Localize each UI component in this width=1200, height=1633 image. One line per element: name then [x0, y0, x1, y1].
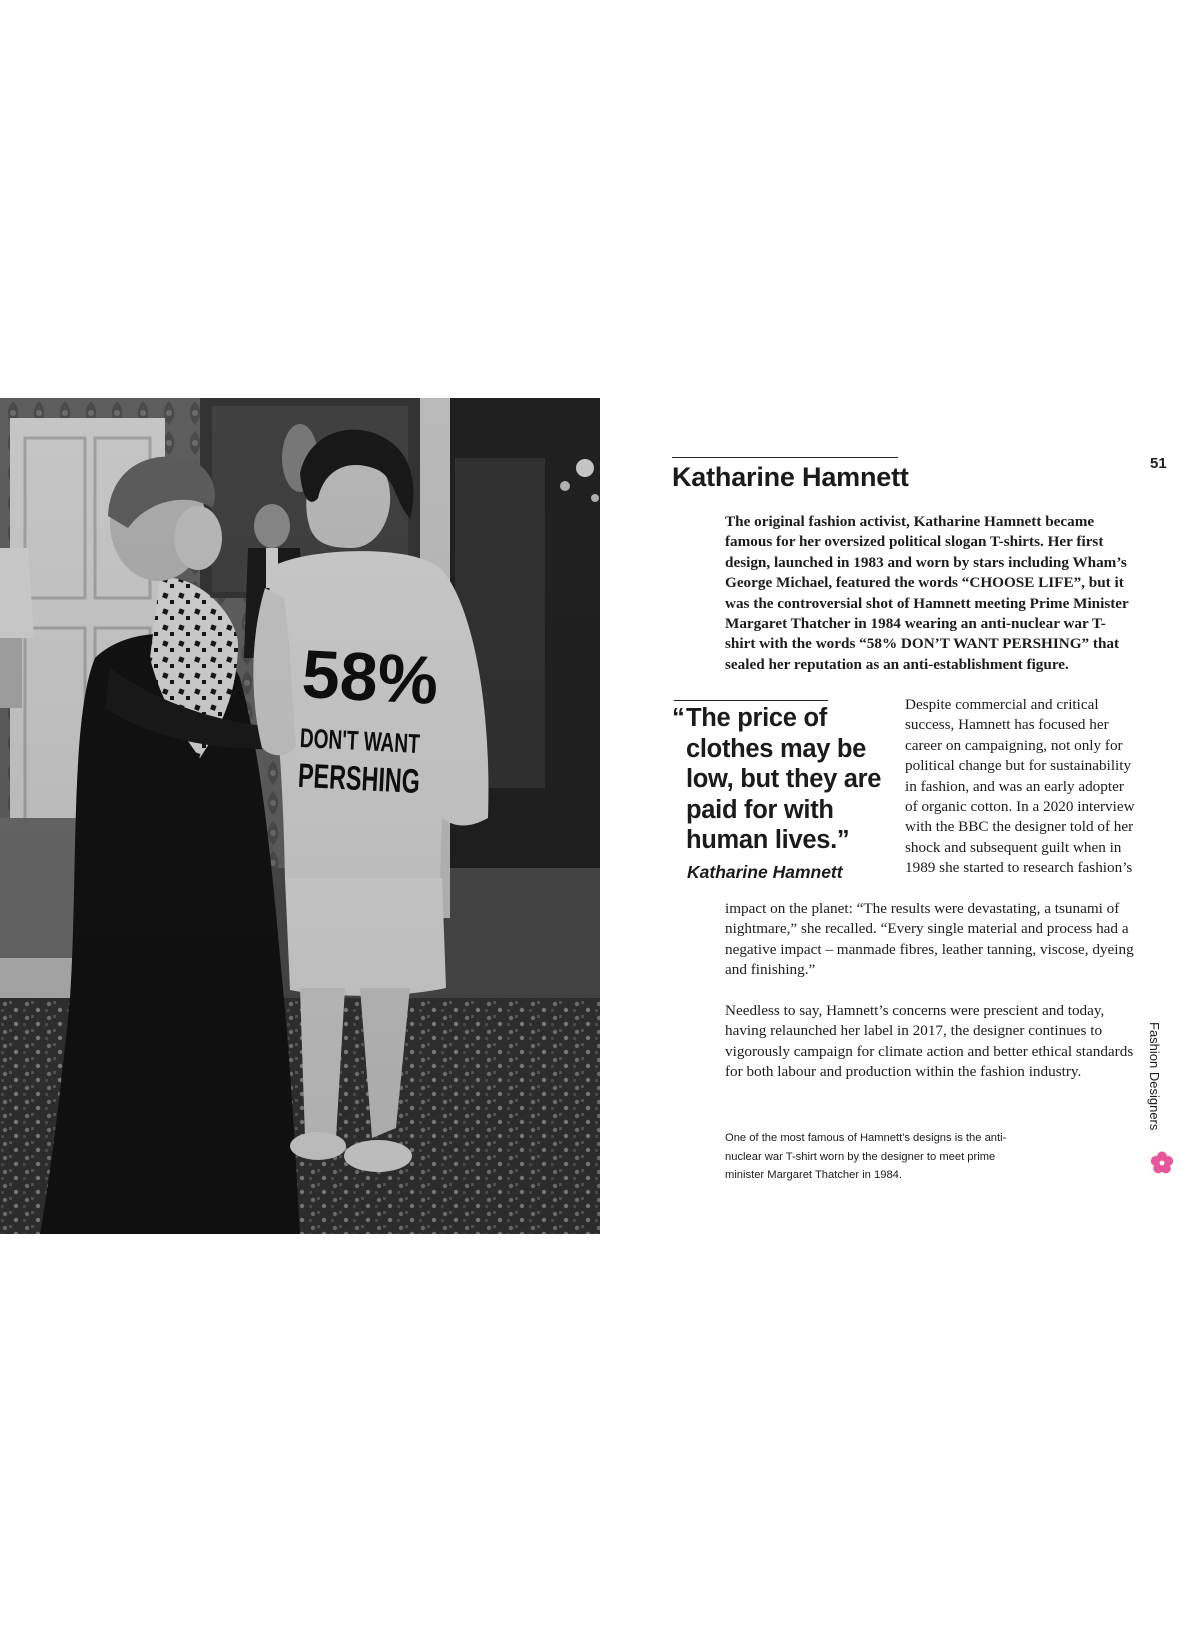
- article-body-paragraph-3: Needless to say, Hamnett’s concerns were prescient and today, having relaunched her label in 2017, the designer continues to vigorously campaign for climate action and better ethical standards for both labour and production within the fashion industry.: [725, 1002, 1134, 1081]
- article-body-column-2: impact on the planet: “The results were devastating, a tsunami of nightmare,” she recalled. “Every single material and process had a negative impact – manmade fibres, leather tanning, viscose, dyeing and finishing.”: [725, 900, 1134, 979]
- title-rule: [672, 457, 898, 458]
- section-label: Fashion Designers: [1147, 1022, 1162, 1131]
- photo-illustration: [0, 398, 600, 1234]
- article-intro: The original fashion activist, Katharine Hamnett became famous for her oversized political slogan T-shirts. Her first design, launched in 1983 and worn by stars including Wham’s George Michael, featured the words “CHOOSE LIFE”, but it was the controversial shot of Hamnett meeting Prime Minister Margaret Thatcher in 1984 wearing an anti-nuclear war T-shirt with the words “58% DON’T WANT PERSHING” that sealed her reputation as an anti-establishment figure.: [725, 513, 1129, 673]
- photo-caption: One of the most famous of Hamnett's designs is the anti-nuclear war T-shirt worn by the designer to meet prime minister Margaret Thatcher in 1984.: [725, 1132, 1007, 1181]
- page-number: 51: [1150, 455, 1167, 472]
- article-photo: [0, 398, 600, 1234]
- pull-quote-rule: [674, 700, 828, 701]
- article-title: Katharine Hamnett: [672, 462, 909, 492]
- flower-icon: [1150, 1151, 1174, 1175]
- pull-quote-text: The price of clothes may be low, but they are paid for with human lives.”: [686, 704, 882, 854]
- pull-quote-author: Katharine Hamnett: [687, 862, 843, 882]
- article-body-column-1: Despite commercial and critical success, Hamnett has focused her career on campaigning, not only for political change but for sustainability in fashion, and was an early adopter of organic cotton. In a 2020 interview with the BBC the designer told of her shock and subsequent guilt when in 1989 she started to research fashion’s: [905, 696, 1135, 877]
- pull-quote: [672, 703, 904, 856]
- pull-quote-open-mark: “: [672, 704, 685, 732]
